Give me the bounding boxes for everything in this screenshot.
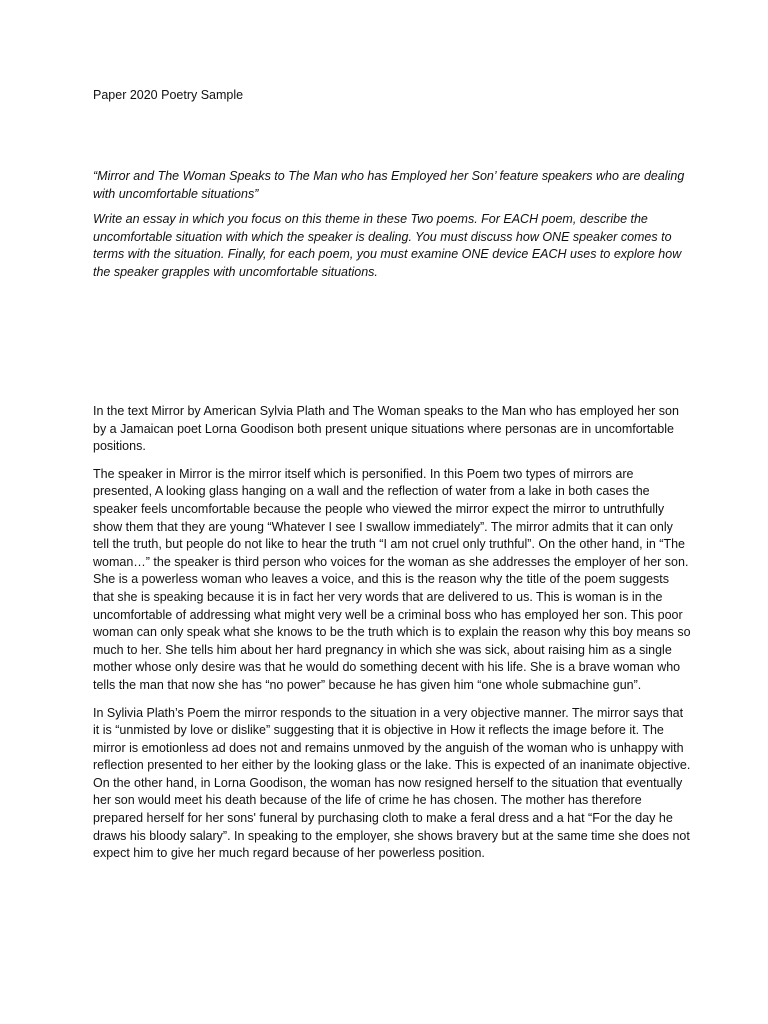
essay-paragraph-responses: In Sylivia Plath’s Poem the mirror responds to the situation in a very objective manner. The mirror says that it is “unmisted by love or dislike” suggesting that it is objective in How it reflects the image before it. The mirror is emotionless ad does not and remains unmoved by the anguish of the woman who is unhappy with reflection presented to her either by the looking glass or the lake. This is expected of an inanimate objective. On the other hand, in Lorna Goodison, the woman has now resigned herself to the situation that eventually her son would meet his death because of the life of crime he has chosen. The mother has therefore prepared herself for her sons' funeral by purchasing cloth to make a feral dress and a hat “For the day he draws his bloody salary”. In speaking to the employer, she shows bravery but at the same time she does not expect him to give her much regard because of her powerless position. — [93, 705, 691, 861]
document-title: Paper 2020 Poetry Sample — [93, 88, 244, 102]
essay-paragraph-intro: In the text Mirror by American Sylvia Plath and The Woman speaks to the Man who has employed her son by a Jamaican poet Lorna Goodison both present unique situations where personas are in uncomfortable positions. — [93, 404, 679, 454]
prompt-instructions: Write an essay in which you focus on this theme in these Two poems. For EACH poem, describe the uncomfortable situation with which the speaker is dealing. You must discuss how ONE speaker comes to terms with the situation. Finally, for each poem, you must examine ONE device EACH uses to explore how the speaker grapples with uncomfortable situations. — [93, 212, 682, 279]
prompt-quote: “Mirror and The Woman Speaks to The Man who has Employed her Son’ feature speakers who are dealing with uncomfortable situations” — [93, 169, 685, 201]
essay-body — [93, 403, 691, 873]
essay-prompt — [93, 168, 691, 290]
essay-paragraph-situations: The speaker in Mirror is the mirror itself which is personified. In this Poem two types of mirrors are presented, A looking glass hanging on a wall and the reflection of water from a lake in both cases the speaker feels uncomfortable because the people who viewed the mirror expect the mirror to untruthfully show them that they are young “Whatever I see I swallow immediately”. The mirror admits that it can only tell the truth, but people do not like to hear the truth “I am not cruel only truthful”. On the other hand, in “The woman…” the speaker is third person who voices for the woman as she addresses the employer of her son. She is a powerless woman who leaves a voice, and this is the reason why the title of the poem suggests that she is speaking because it is in fact her very words that are delivered to us. This is woman is in the uncomfortable of addressing what might very well be a criminal boss who has employed her son. This poor woman can only speak what she knows to be the truth which is to explain the reason why this boy means so much to her. She tells him about her hard pregnancy in which she was sick, about raising him as a single mother whose only desire was that he would do something decent with his life. She is a brave woman who tells the man that now she has “no power” because he has given him “one whole submachine gun”. — [93, 466, 691, 692]
